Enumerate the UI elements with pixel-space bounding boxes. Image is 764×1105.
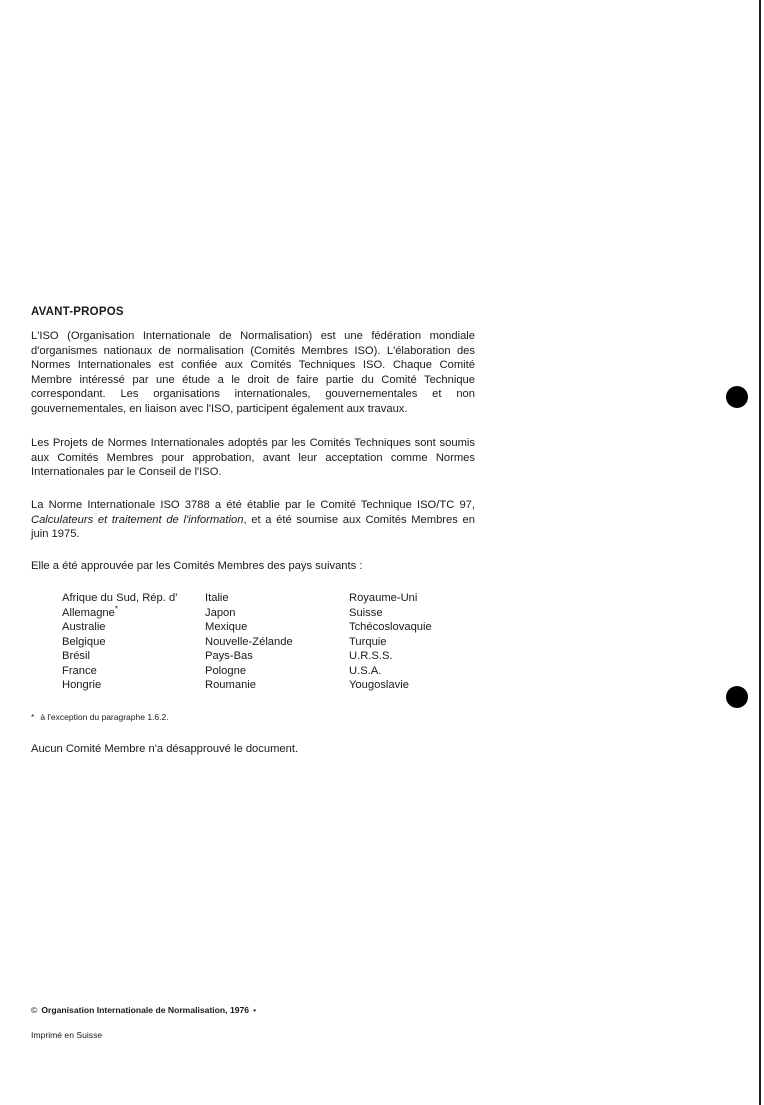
country-item: Hongrie (62, 679, 102, 691)
approval-intro: Elle a été approuvée par les Comités Membres des pays suivants : (31, 560, 363, 572)
paragraph-standard-origin-start: La Norme Internationale ISO 3788 a été établie par le Comité Technique ISO/TC 97, (31, 499, 475, 511)
country-item: Pays-Bas (205, 650, 253, 662)
footnote-text: à l'exception du paragraphe 1.6.2. (40, 712, 169, 722)
paragraph-draft-approval: Les Projets de Normes Internationales adoptés par les Comités Techniques sont soumis aux Comités Membres pour approbation, avant leur acceptation comme Normes Internationales par le Conseil de l'ISO. (31, 437, 475, 479)
page-edge-line (759, 0, 761, 1105)
copyright-bullet: • (253, 1005, 257, 1015)
paragraph-standard-origin (31, 498, 475, 542)
country-item: U.R.S.S. (349, 650, 393, 662)
country-item: Brésil (62, 650, 90, 662)
copyright-line (31, 1005, 256, 1015)
punch-hole-top (726, 386, 748, 408)
copyright-owner: Organisation Internationale de Normalisation, 1976 (41, 1005, 250, 1015)
country-item-with-asterisk (62, 603, 177, 621)
country-item: Nouvelle-Zélande (205, 635, 293, 648)
page-heading: AVANT-PROPOS (31, 306, 124, 318)
asterisk-mark: * (114, 603, 118, 613)
country-name: Allemagne (62, 606, 115, 619)
punch-hole-bottom (726, 686, 748, 708)
disapproval-statement: Aucun Comité Membre n'a désapprouvé le document. (31, 743, 299, 755)
country-item: Afrique du Sud, Rép. d' (62, 592, 178, 604)
country-column-1 (62, 591, 177, 693)
country-column-2 (205, 591, 293, 693)
country-item: France (62, 664, 97, 677)
country-item: Turquie (349, 635, 387, 648)
country-item: Yougoslavie (349, 679, 409, 691)
country-item: Roumanie (205, 679, 256, 691)
country-column-3 (349, 591, 432, 693)
footnote-mark: * (31, 712, 35, 722)
country-item: Japon (205, 606, 236, 619)
country-item: Belgique (62, 635, 106, 648)
country-item: Pologne (205, 664, 247, 677)
footnote (31, 712, 169, 722)
printed-in: Imprimé en Suisse (31, 1030, 103, 1040)
country-item: Tchécoslovaquie (349, 621, 432, 633)
paragraph-iso-intro: L'ISO (Organisation Internationale de Normalisation) est une fédération mondiale d'organismes nationaux de normalisation (Comités Membres ISO). L'élaboration des Normes Internationales est confiée aux Comités Techniques ISO. Chaque Comité Membre intéressé par une étude a le droit de faire partie du Comité Technique correspondant. Les organisations internationales, gouvernementales et non gouvernementales, en liaison avec l'ISO, participent également aux travaux. (31, 330, 475, 415)
country-item: Australie (62, 621, 106, 633)
copyright-symbol: © (31, 1005, 38, 1015)
country-item: Italie (205, 592, 229, 604)
country-item: Suisse (349, 606, 383, 619)
country-item: Royaume-Uni (349, 592, 418, 604)
committee-title: Calculateurs et traitement de l'information (31, 513, 244, 526)
paragraph-standard-origin-end: , et a été soumise aux Comités Membres en juin 1975. (31, 513, 475, 541)
country-item: U.S.A. (349, 664, 382, 677)
country-item: Mexique (205, 621, 248, 633)
